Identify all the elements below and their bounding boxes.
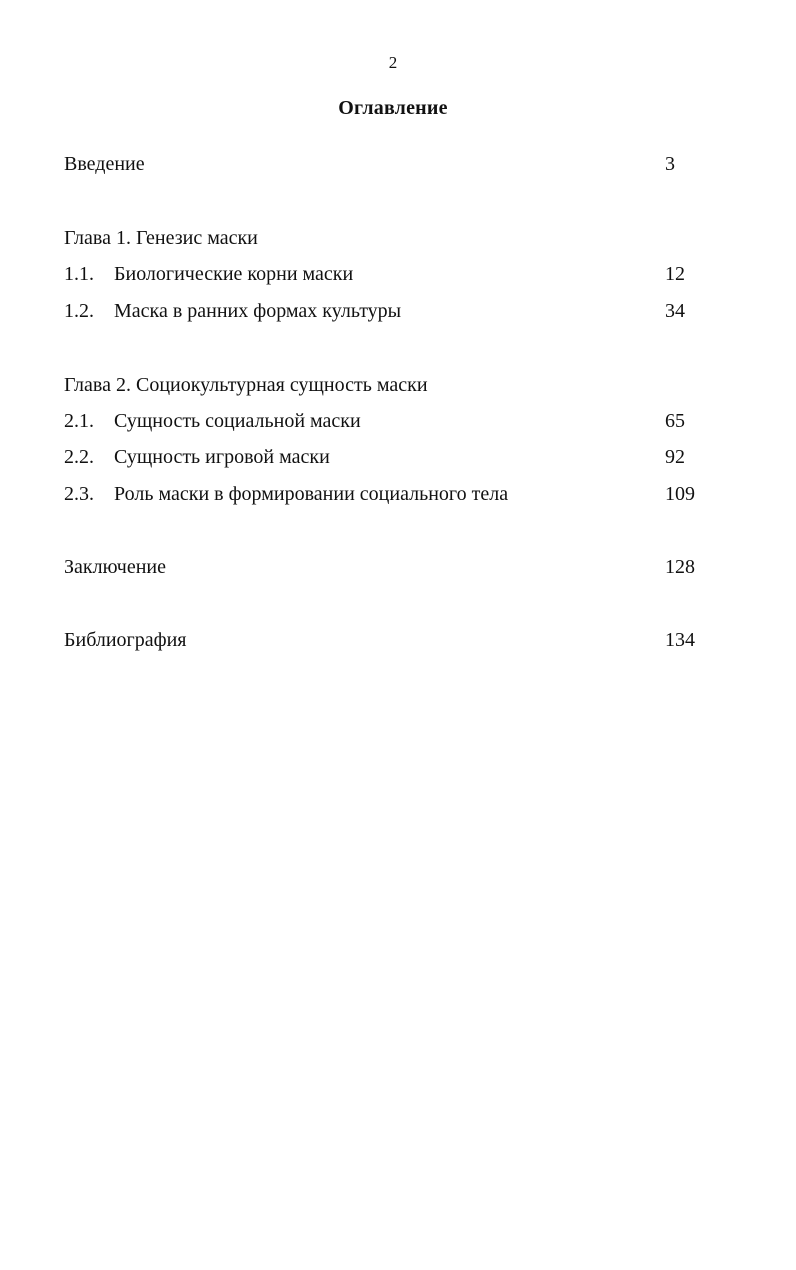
- toc-entry-text: Роль маски в формировании социального тела: [114, 483, 509, 505]
- toc-entry-number: 2.2.: [64, 446, 94, 468]
- toc-entry-number: 1.2.: [64, 300, 94, 322]
- toc-entry-text: Маска в ранних формах культуры: [114, 300, 402, 322]
- toc-entry-2-3: [64, 480, 764, 508]
- toc-entry-page: 92: [665, 446, 685, 468]
- toc-entry-text: Заключение: [64, 556, 166, 578]
- toc-entry-number: 1.1.: [64, 263, 94, 285]
- toc-entry-page: 109: [665, 483, 695, 505]
- toc-entry-number: 2.3.: [64, 483, 94, 505]
- toc-entry-introduction: [64, 150, 764, 178]
- toc-entry-chapter-2: [64, 371, 764, 399]
- toc-entry-bibliography: [64, 626, 764, 654]
- toc-entry-text: Библиография: [64, 629, 187, 651]
- toc-entry-1-2: [64, 297, 764, 325]
- toc-entry-2-1: [64, 407, 764, 435]
- toc-entry-conclusion: [64, 553, 764, 581]
- toc-entry-2-2: [64, 443, 764, 471]
- toc-entry-text: Сущность игровой маски: [114, 446, 330, 468]
- toc-entry-page: 134: [665, 629, 695, 651]
- toc-entry-text: Биологические корни маски: [114, 263, 354, 285]
- toc-entry-page: 128: [665, 556, 695, 578]
- toc-entry-number: 2.1.: [64, 410, 94, 432]
- toc-entry-page: 12: [665, 263, 685, 285]
- page-title: Оглавление: [338, 97, 448, 119]
- page-number: 2: [388, 53, 398, 72]
- toc-entry-text: Введение: [64, 153, 145, 175]
- toc-entry-1-1: [64, 260, 764, 288]
- toc-entry-chapter-1: [64, 224, 764, 252]
- toc-entry-text: Сущность социальной маски: [114, 410, 361, 432]
- toc-entry-page: 34: [665, 300, 685, 322]
- toc-entry-page: 3: [665, 153, 675, 175]
- toc-entry-page: 65: [665, 410, 685, 432]
- toc-entry-text: Глава 2. Социокультурная сущность маски: [64, 374, 428, 396]
- toc-entry-text: Глава 1. Генезис маски: [64, 227, 258, 249]
